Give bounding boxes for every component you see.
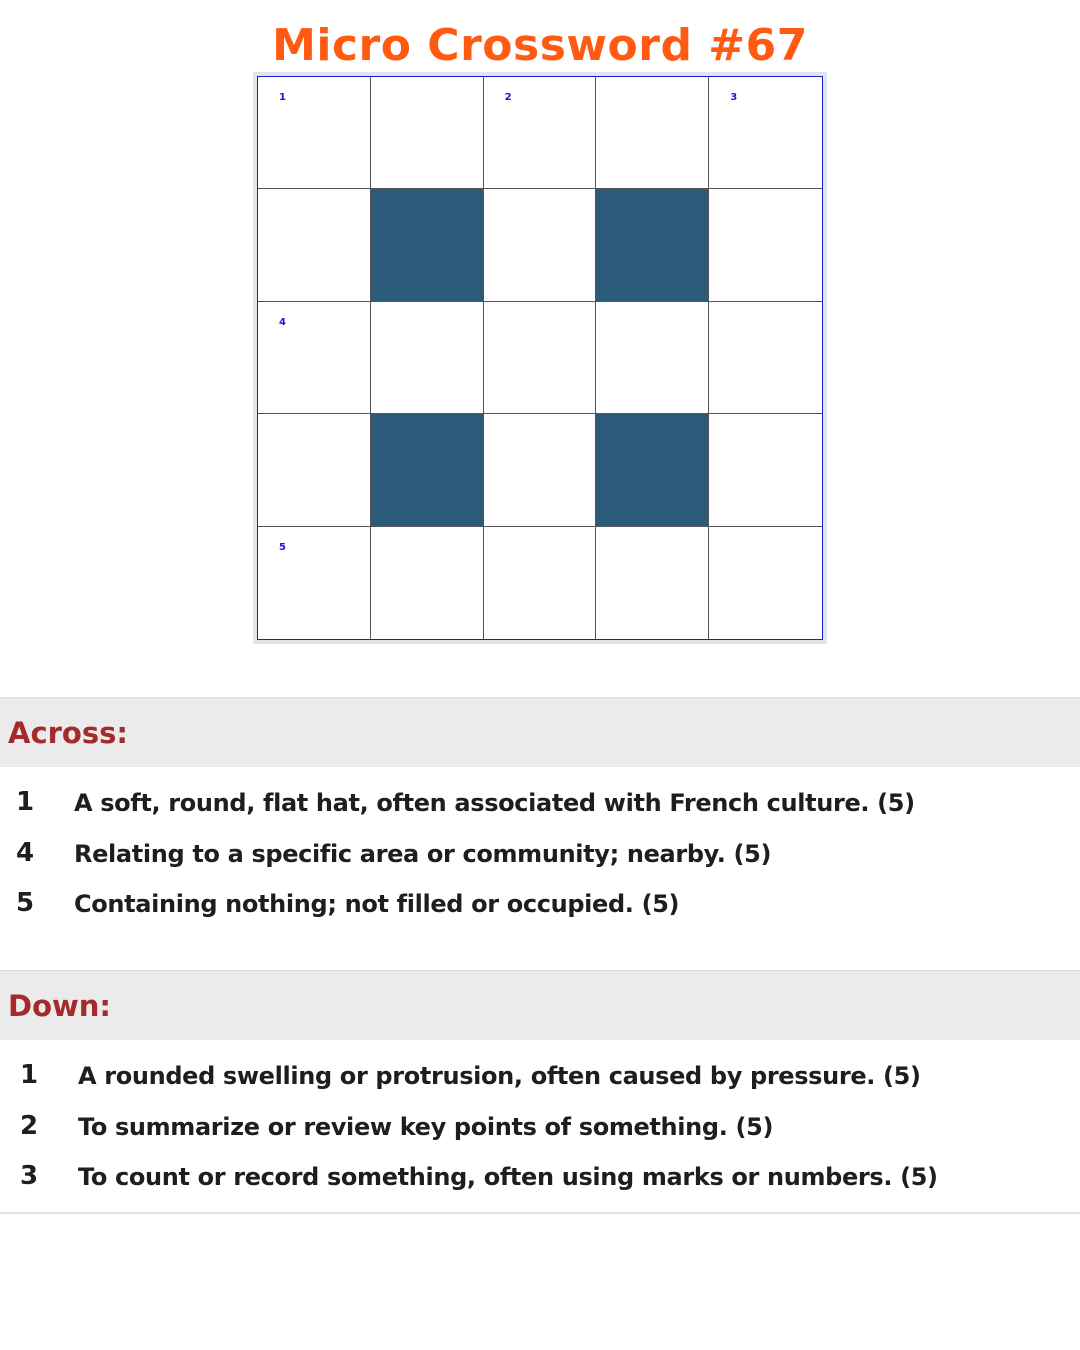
grid-cell[interactable]	[484, 414, 597, 526]
grid-block-cell	[596, 189, 709, 301]
grid-cell[interactable]	[596, 527, 709, 639]
grid-block-cell	[596, 414, 709, 526]
clue-number: 3	[20, 1161, 39, 1191]
grid-cell[interactable]	[371, 527, 484, 639]
clue-text: Relating to a specific area or community; nearby. (5)	[74, 839, 772, 868]
grid-cell[interactable]	[709, 414, 822, 526]
clue-number: 5	[16, 888, 35, 918]
clue-text: Containing nothing; not filled or occupied. (5)	[74, 890, 680, 918]
grid-cell[interactable]	[484, 527, 597, 639]
grid-cell[interactable]	[709, 527, 822, 639]
grid-cell[interactable]	[258, 302, 371, 414]
clue-number: 4	[16, 837, 35, 868]
crossword-grid	[257, 76, 823, 640]
bottom-divider	[0, 1212, 1080, 1214]
cell-number: 3	[730, 92, 738, 103]
cell-number: 4	[279, 316, 286, 328]
grid-cell[interactable]	[258, 77, 371, 189]
clue-down-2[interactable]	[0, 1101, 1080, 1152]
grid-cell[interactable]	[709, 189, 822, 301]
down-clue-list	[0, 1050, 1080, 1202]
clue-text: A rounded swelling or protrusion, often caused by pressure. (5)	[78, 1062, 921, 1090]
clue-across-4[interactable]	[0, 828, 1080, 879]
grid-cell[interactable]	[258, 414, 371, 526]
grid-cell[interactable]	[371, 77, 484, 189]
clue-text: To summarize or review key points of something. (5)	[78, 1112, 774, 1141]
grid-cell[interactable]	[709, 77, 822, 189]
down-header	[0, 970, 1080, 1040]
clue-down-1[interactable]	[0, 1050, 1080, 1101]
clue-number: 2	[20, 1110, 39, 1141]
clue-down-3[interactable]	[0, 1151, 1080, 1202]
cell-number: 2	[504, 92, 512, 103]
grid-cell[interactable]	[484, 189, 597, 301]
puzzle-title: Micro Crossword #67	[272, 20, 808, 71]
grid-cell[interactable]	[484, 77, 597, 189]
clue-text: To count or record something, often using marks or numbers. (5)	[78, 1163, 938, 1191]
cell-number: 1	[279, 92, 286, 103]
clue-across-5[interactable]	[0, 878, 1080, 929]
clue-number: 1	[16, 787, 35, 817]
grid-cell[interactable]	[596, 77, 709, 189]
clue-number: 1	[20, 1060, 39, 1090]
clue-text: A soft, round, flat hat, often associated with French culture. (5)	[74, 789, 915, 817]
clue-across-1[interactable]	[0, 777, 1080, 828]
across-clue-list	[0, 777, 1080, 929]
grid-cell[interactable]	[709, 302, 822, 414]
grid-block-cell	[371, 414, 484, 526]
grid-cell[interactable]	[371, 302, 484, 414]
grid-cell[interactable]	[258, 527, 371, 639]
grid-cell[interactable]	[258, 189, 371, 301]
down-heading: Down:	[8, 989, 112, 1023]
across-header	[0, 697, 1080, 767]
cell-number: 5	[279, 541, 286, 553]
across-heading: Across:	[8, 716, 128, 750]
grid-block-cell	[371, 189, 484, 301]
grid-cell[interactable]	[596, 302, 709, 414]
grid-cell[interactable]	[484, 302, 597, 414]
